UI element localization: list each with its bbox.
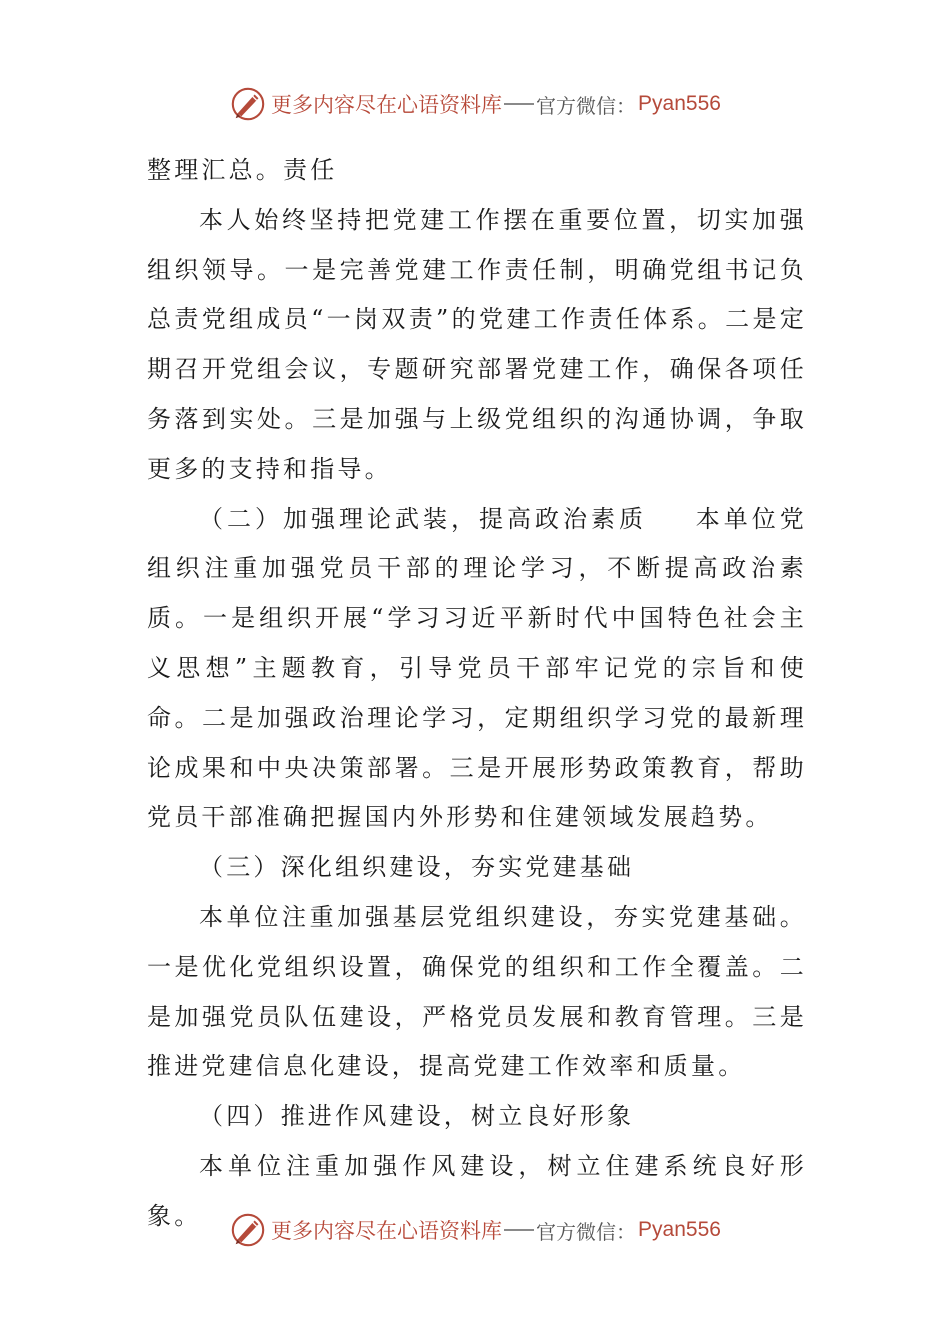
paragraph-style: 本单位注重加强作风建设，树立住建系统良好形象。 bbox=[147, 1151, 807, 1230]
document-body bbox=[147, 146, 807, 1242]
section-heading-2: （二）加强理论武装，提高政治素质 bbox=[199, 504, 647, 533]
watermark-main-text: 更多内容尽在心语资料库 bbox=[271, 93, 503, 117]
watermark-dash bbox=[504, 103, 534, 105]
section-heading-4: （四）推进作风建设，树立良好形象 bbox=[199, 1102, 635, 1131]
footer-watermark bbox=[0, 1208, 950, 1252]
header-watermark bbox=[0, 82, 950, 126]
paragraph-organization: 本单位注重加强基层党组织建设，夯实党建基础。一是优化党组织设置，确保党的组织和工作全覆盖。二是加强党员队伍建设，严格党员发展和教育管理。三是推进党建信息化建设，提高党建工作效率和质量。 bbox=[147, 902, 807, 1081]
paragraph-theory bbox=[147, 495, 807, 844]
pen-logo-icon bbox=[229, 1211, 267, 1249]
watermark-dash bbox=[504, 1229, 534, 1231]
watermark-main-text: 更多内容尽在心语资料库 bbox=[271, 1219, 503, 1243]
watermark-id-text: Pyan556 bbox=[638, 1218, 721, 1241]
paragraph-theory-text: 本单位党组织注重加强党员干部的理论学习，不断提高政治素质。一是组织开展“学习习近平新时代中国特色社会主义思想”主题教育，引导党员干部牢记党的宗旨和使命。二是加强政治理论学习，定期组织学习党的最新理论成果和中央决策部署。三是开展形势政策教育，帮助党员干部准确把握国内外形势和住建领域发展趋势。 bbox=[147, 504, 807, 832]
section-heading-3: （三）深化组织建设，夯实党建基础 bbox=[199, 853, 635, 882]
watermark-label-text: 官方微信： bbox=[536, 93, 637, 118]
watermark-id-text: Pyan556 bbox=[638, 92, 721, 115]
paragraph-responsibility: 本人始终坚持把党建工作摆在重要位置，切实加强组织领导。一是完善党建工作责任制，明确党组书记负总责党组成员“一岗双责”的党建工作责任体系。二是定期召开党组会议，专题研究部署党建工作，确保各项任务落到实处。三是加强与上级党组织的沟通协调，争取更多的支持和指导。 bbox=[147, 205, 807, 483]
watermark-text bbox=[271, 1215, 721, 1245]
paragraph-continuation: 整理汇总。责任 bbox=[147, 156, 338, 184]
pen-logo-icon bbox=[229, 85, 267, 123]
watermark-label-text: 官方微信： bbox=[536, 1219, 637, 1244]
watermark-text bbox=[271, 89, 721, 119]
